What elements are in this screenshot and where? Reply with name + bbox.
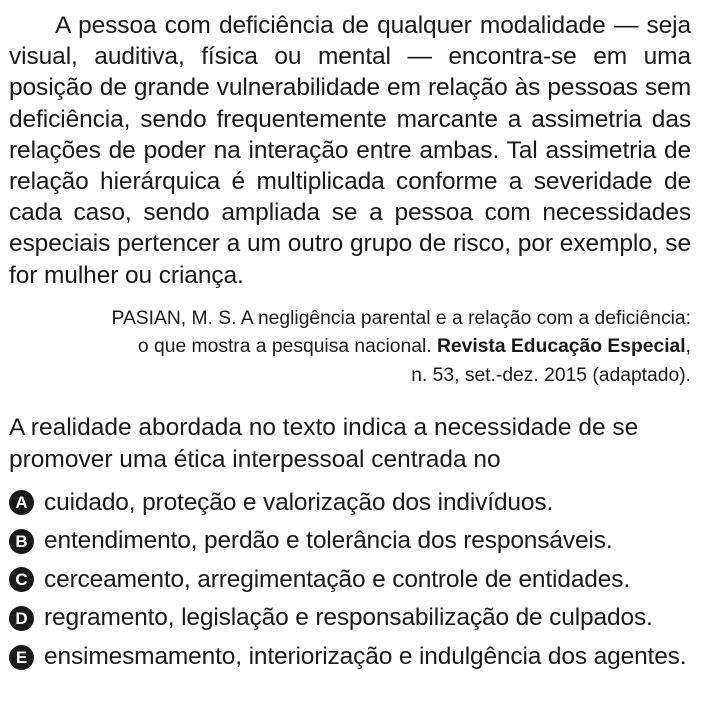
- option-d[interactable]: [9, 599, 691, 638]
- citation-line-2-prefix: o que mostra a pesquisa nacional.: [137, 336, 437, 358]
- option-d-text: regramento, legislação e responsabilização de culpados.: [44, 604, 653, 632]
- option-a-letter-badge: A: [9, 490, 34, 515]
- citation-journal: Revista Educação Especial: [436, 336, 686, 358]
- option-a-text: cuidado, proteção e valorização dos indivíduos.: [44, 488, 554, 516]
- option-e-text: ensimesmamento, interiorização e indulgência dos agentes.: [44, 643, 687, 670]
- question-stem: A realidade abordada no texto indica a necessidade de se promover uma ética interpessoal centrada no: [9, 414, 639, 473]
- option-e-letter-badge: E: [9, 645, 34, 670]
- citation: [9, 305, 691, 391]
- option-e[interactable]: [9, 638, 691, 677]
- option-b-text: entendimento, perdão e tolerância dos responsáveis.: [44, 527, 613, 555]
- option-c-letter-badge: C: [9, 567, 34, 592]
- citation-line-1: PASIAN, M. S. A negligência parental e a relação com a deficiência:: [111, 307, 691, 329]
- option-b[interactable]: [9, 522, 691, 561]
- option-c[interactable]: [9, 561, 691, 600]
- citation-line-3: n. 53, set.-dez. 2015 (adaptado).: [411, 364, 691, 386]
- citation-line-2-suffix: ,: [685, 336, 691, 358]
- citation-line-2: [9, 333, 691, 362]
- option-c-text: cerceamento, arregimentação e controle de entidades.: [44, 565, 631, 593]
- passage-text: A pessoa com deficiência de qualquer modalidade — seja visual, auditiva, física ou mental — encontra-se em uma posição de grande vulnerabilidade em relação às pessoas sem deficiência, sendo frequentemente marcante a assimetria das relações de poder na interação entre ambas. Tal assimetria de relação hierárquica é multiplicada conforme a severidade de cada caso, sendo ampliada se a pessoa com necessidades especiais pertencer a um outro grupo de risco, por exemplo, se for mulher ou criança.: [9, 12, 691, 289]
- option-b-letter-badge: B: [9, 529, 34, 554]
- answer-options: [9, 483, 691, 676]
- option-d-letter-badge: D: [9, 606, 34, 631]
- option-a[interactable]: [9, 483, 691, 522]
